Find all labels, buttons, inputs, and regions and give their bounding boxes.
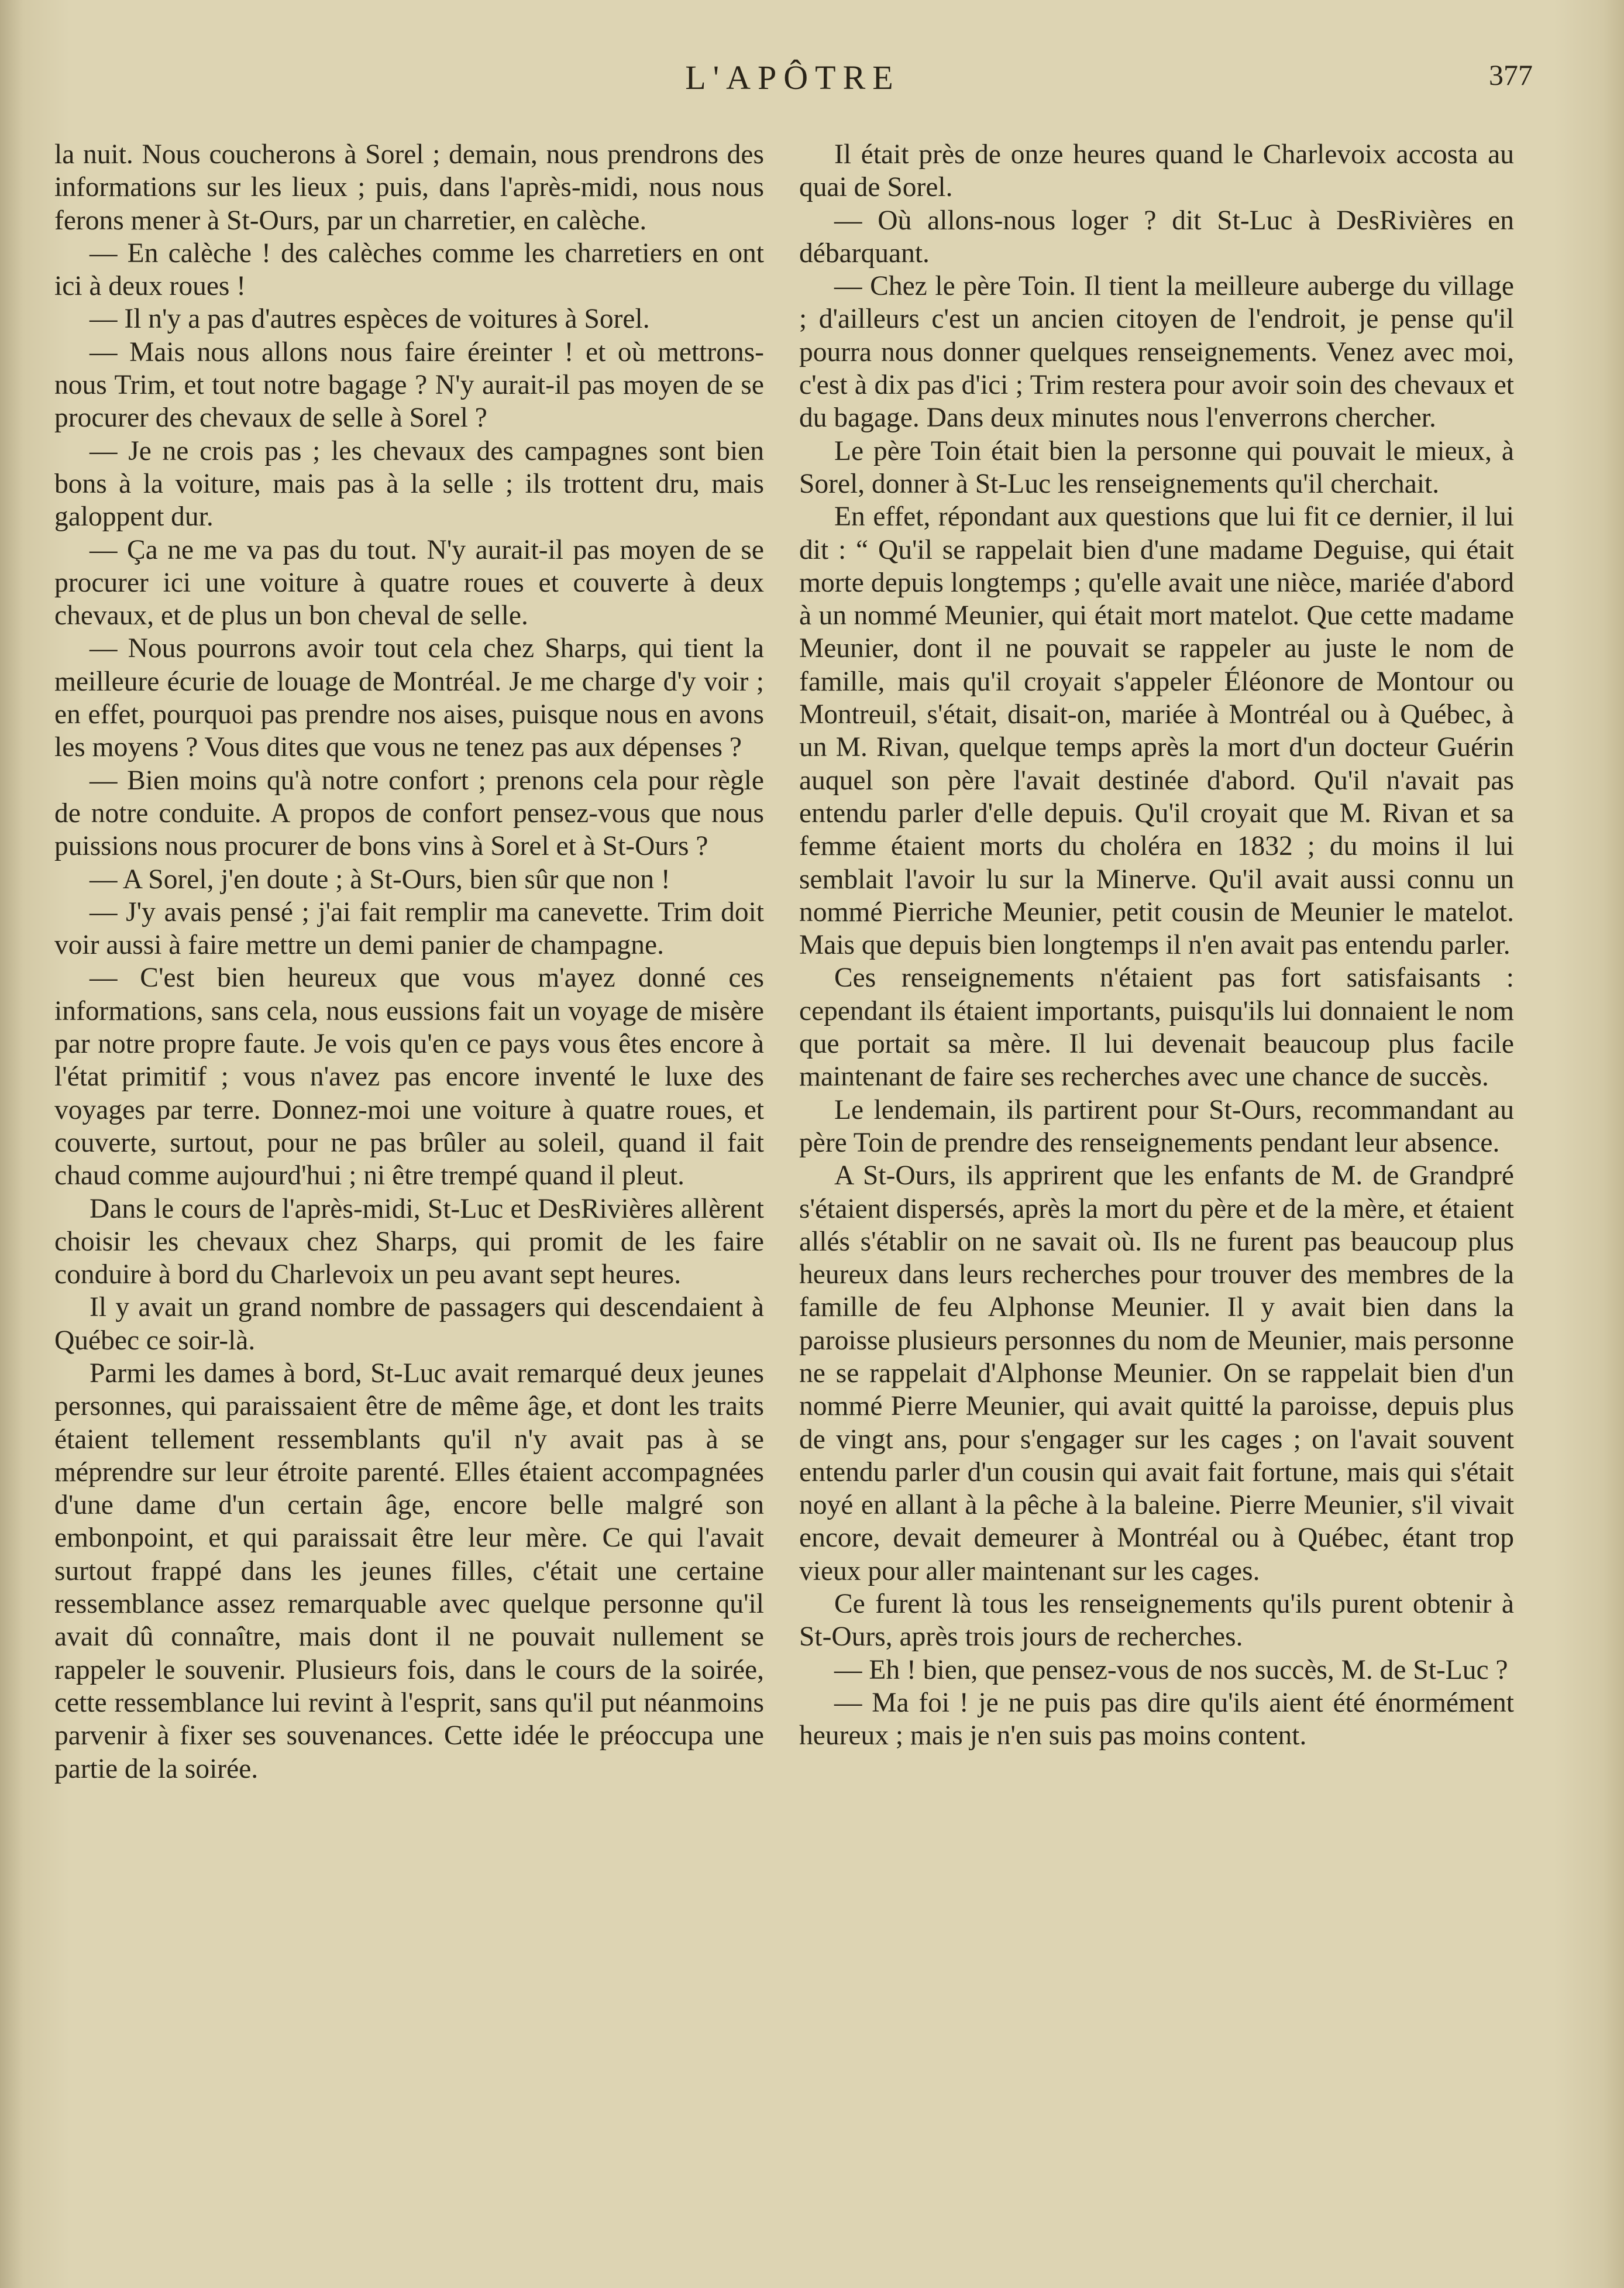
paragraph: Il y avait un grand nombre de passagers qui descendaient à Québec ce soir-là.: [54, 1292, 764, 1356]
running-title: L'APÔTRE: [685, 59, 900, 97]
paragraph: — Eh ! bien, que pensez-vous de nos succès, M. de St-Luc ?: [834, 1654, 1508, 1685]
paragraph: — Il n'y a pas d'autres espèces de voitures à Sorel.: [90, 304, 650, 335]
paragraph: — C'est bien heureux que vous m'ayez donné ces informations, sans cela, nous eussions fait un voyage de misère par notre propre faute. Je vois qu'en ce pays vous êtes encore à l'état primitif ; vous n'avez pas encore inventé le luxe des voyages par terre. Donnez-moi une voiture à quatre roues, et couverte, surtout, pour ne pas brûler au soleil, quand il fait chaud comme aujourd'hui ; ni être trempé quand il pleut.: [54, 963, 764, 1191]
paragraph: — Où allons-nous loger ? dit St-Luc à DesRivières en débarquant.: [799, 205, 1514, 269]
paragraph: — J'y avais pensé ; j'ai fait remplir ma canevette. Trim doit voir aussi à faire mettre un demi panier de champagne.: [54, 896, 764, 961]
paragraph: Dans le cours de l'après-midi, St-Luc et DesRivières allèrent choisir les chevaux chez Sharps, qui promit de les faire conduire à bord du Charlevoix un peu avant sept heures.: [54, 1193, 764, 1290]
paragraph: Ce furent là tous les renseignements qu'ils purent obtenir à St-Ours, après trois jours de recherches.: [799, 1589, 1514, 1653]
paragraph: — En calèche ! des calèches comme les charretiers en ont ici à deux roues !: [54, 238, 764, 302]
paragraph: — Mais nous allons nous faire éreinter ! et où mettrons-nous Trim, et tout notre bagage ? N'y aurait-il pas moyen de se procurer des chevaux de selle à Sorel ?: [54, 336, 764, 434]
paragraph: — A Sorel, j'en doute ; à St-Ours, bien sûr que non !: [90, 864, 670, 895]
left-column: [54, 138, 764, 1785]
page-header: [53, 56, 1533, 102]
paragraph: — Nous pourrons avoir tout cela chez Sharps, qui tient la meilleure écurie de louage de Montréal. Je me charge d'y voir ; en effet, pourquoi pas prendre nos aises, puisque nous en avons les moyens ? Vous dites que vous ne tenez pas aux dépenses ?: [54, 633, 764, 763]
right-column: [799, 138, 1514, 1753]
paragraph: Parmi les dames à bord, St-Luc avait remarqué deux jeunes personnes, qui paraissaient être de même âge, et dont les traits étaient tellement ressemblants qu'il n'y avait pas à se méprendre sur leur étroite parenté. Elles étaient accompagnées d'une dame d'un certain âge, encore belle malgré son embonpoint, et qui paraissait être leur mère. Ce qui l'avait surtout frappé dans les jeunes filles, c'était une certaine ressemblance assez remarquable avec quelque personne qu'il avait dû connaître, mais dont il ne pouvait nullement se rappeler le souvenir. Plusieurs fois, dans le cours de la soirée, cette ressemblance lui revint à l'esprit, sans qu'il put néanmoins parvenir à fixer ses souvenances. Cette idée le préoccupa une partie de la soirée.: [54, 1358, 764, 1784]
paragraph: — Ça ne me va pas du tout. N'y aurait-il pas moyen de se procurer ici une voiture à quatre roues et couverte à deux chevaux, et de plus un bon cheval de selle.: [54, 534, 764, 631]
paragraph: Le lendemain, ils partirent pour St-Ours, recommandant au père Toin de prendre des renseignements pendant leur absence.: [799, 1094, 1514, 1158]
paragraph: A St-Ours, ils apprirent que les enfants de M. de Grandpré s'étaient dispersés, après la mort du père et de la mère, et étaient allés s'établir on ne savait où. Ils ne furent pas beaucoup plus heureux dans leurs recherches pour trouver des membres de la famille de feu Alphonse Meunier. Il y avait bien dans la paroisse plusieurs personnes du nom de Meunier, mais personne ne se rappelait d'Alphonse Meunier. On se rappelait bien d'un nommé Pierre Meunier, qui avait quitté la paroisse, depuis plus de vingt ans, pour s'engager sur les cages ; on l'avait souvent entendu parler d'un cousin qui avait fait fortune, mais qui s'était noyé en allant à la pêche à la baleine. Pierre Meunier, s'il vivait encore, devait demeurer à Montréal ou à Québec, étant trop vieux pour aller maintenant sur les cages.: [799, 1160, 1514, 1586]
paragraph: Ces renseignements n'étaient pas fort satisfaisants : cependant ils étaient importants, puisqu'ils lui donnaient le nom que portait sa mère. Il lui devenait beaucoup plus facile maintenant de faire ses recherches avec une chance de succès.: [799, 963, 1514, 1093]
paragraph: — Bien moins qu'à notre confort ; prenons cela pour règle de notre conduite. A propos de confort pensez-vous que nous puissions nous procurer de bons vins à Sorel et à St-Ours ?: [54, 765, 764, 862]
page-number: 377: [1489, 59, 1533, 91]
paragraph: — Ma foi ! je ne puis pas dire qu'ils aient été énormément heureux ; mais je n'en suis pas moins content.: [799, 1687, 1514, 1751]
paragraph: Il était près de onze heures quand le Charlevoix accosta au quai de Sorel.: [799, 139, 1514, 203]
paragraph: la nuit. Nous coucherons à Sorel ; demain, nous prendrons des informations sur les lieux ; puis, dans l'après-midi, nous nous ferons mener à St-Ours, par un charretier, en calèche.: [54, 139, 764, 236]
paragraph: — Je ne crois pas ; les chevaux des campagnes sont bien bons à la voiture, mais pas à la selle ; ils trottent dru, mais galoppent dur.: [54, 435, 764, 533]
paragraph: — Chez le père Toin. Il tient la meilleure auberge du village ; d'ailleurs c'est un ancien citoyen de l'endroit, je pense qu'il pourra nous donner quelques renseignements. Venez avec moi, c'est à dix pas d'ici ; Trim restera pour avoir soin des chevaux et du bagage. Dans deux minutes nous l'enverrons chercher.: [799, 271, 1514, 434]
paragraph: Le père Toin était bien la personne qui pouvait le mieux, à Sorel, donner à St-Luc les renseignements qu'il cherchait.: [799, 435, 1514, 499]
paragraph: En effet, répondant aux questions que lui fit ce dernier, il lui dit : “ Qu'il se rappelait bien d'une madame Deguise, qui était morte depuis longtemps ; qu'elle avait une nièce, mariée d'abord à un nommé Meunier, qui était mort matelot. Que cette madame Meunier, dont il ne pouvait se rappeler au juste le nom de famille, mais qu'il croyait s'appeler Éléonore de Montour ou Montreuil, s'était, disait-on, mariée à Montréal ou à Québec, à un M. Rivan, quelque temps après la mort d'un docteur Guérin auquel son père l'avait destinée d'abord. Qu'il n'avait pas entendu parler d'elle depuis. Qu'il croyait que M. Rivan et sa femme étaient morts du choléra en 1832 ; du moins il lui semblait l'avoir lu sur la Minerve. Qu'il avait aussi connu un nommé Pierriche Meunier, petit cousin de Meunier le matelot. Mais que depuis bien longtemps il n'en avait pas entendu parler.: [799, 501, 1514, 961]
